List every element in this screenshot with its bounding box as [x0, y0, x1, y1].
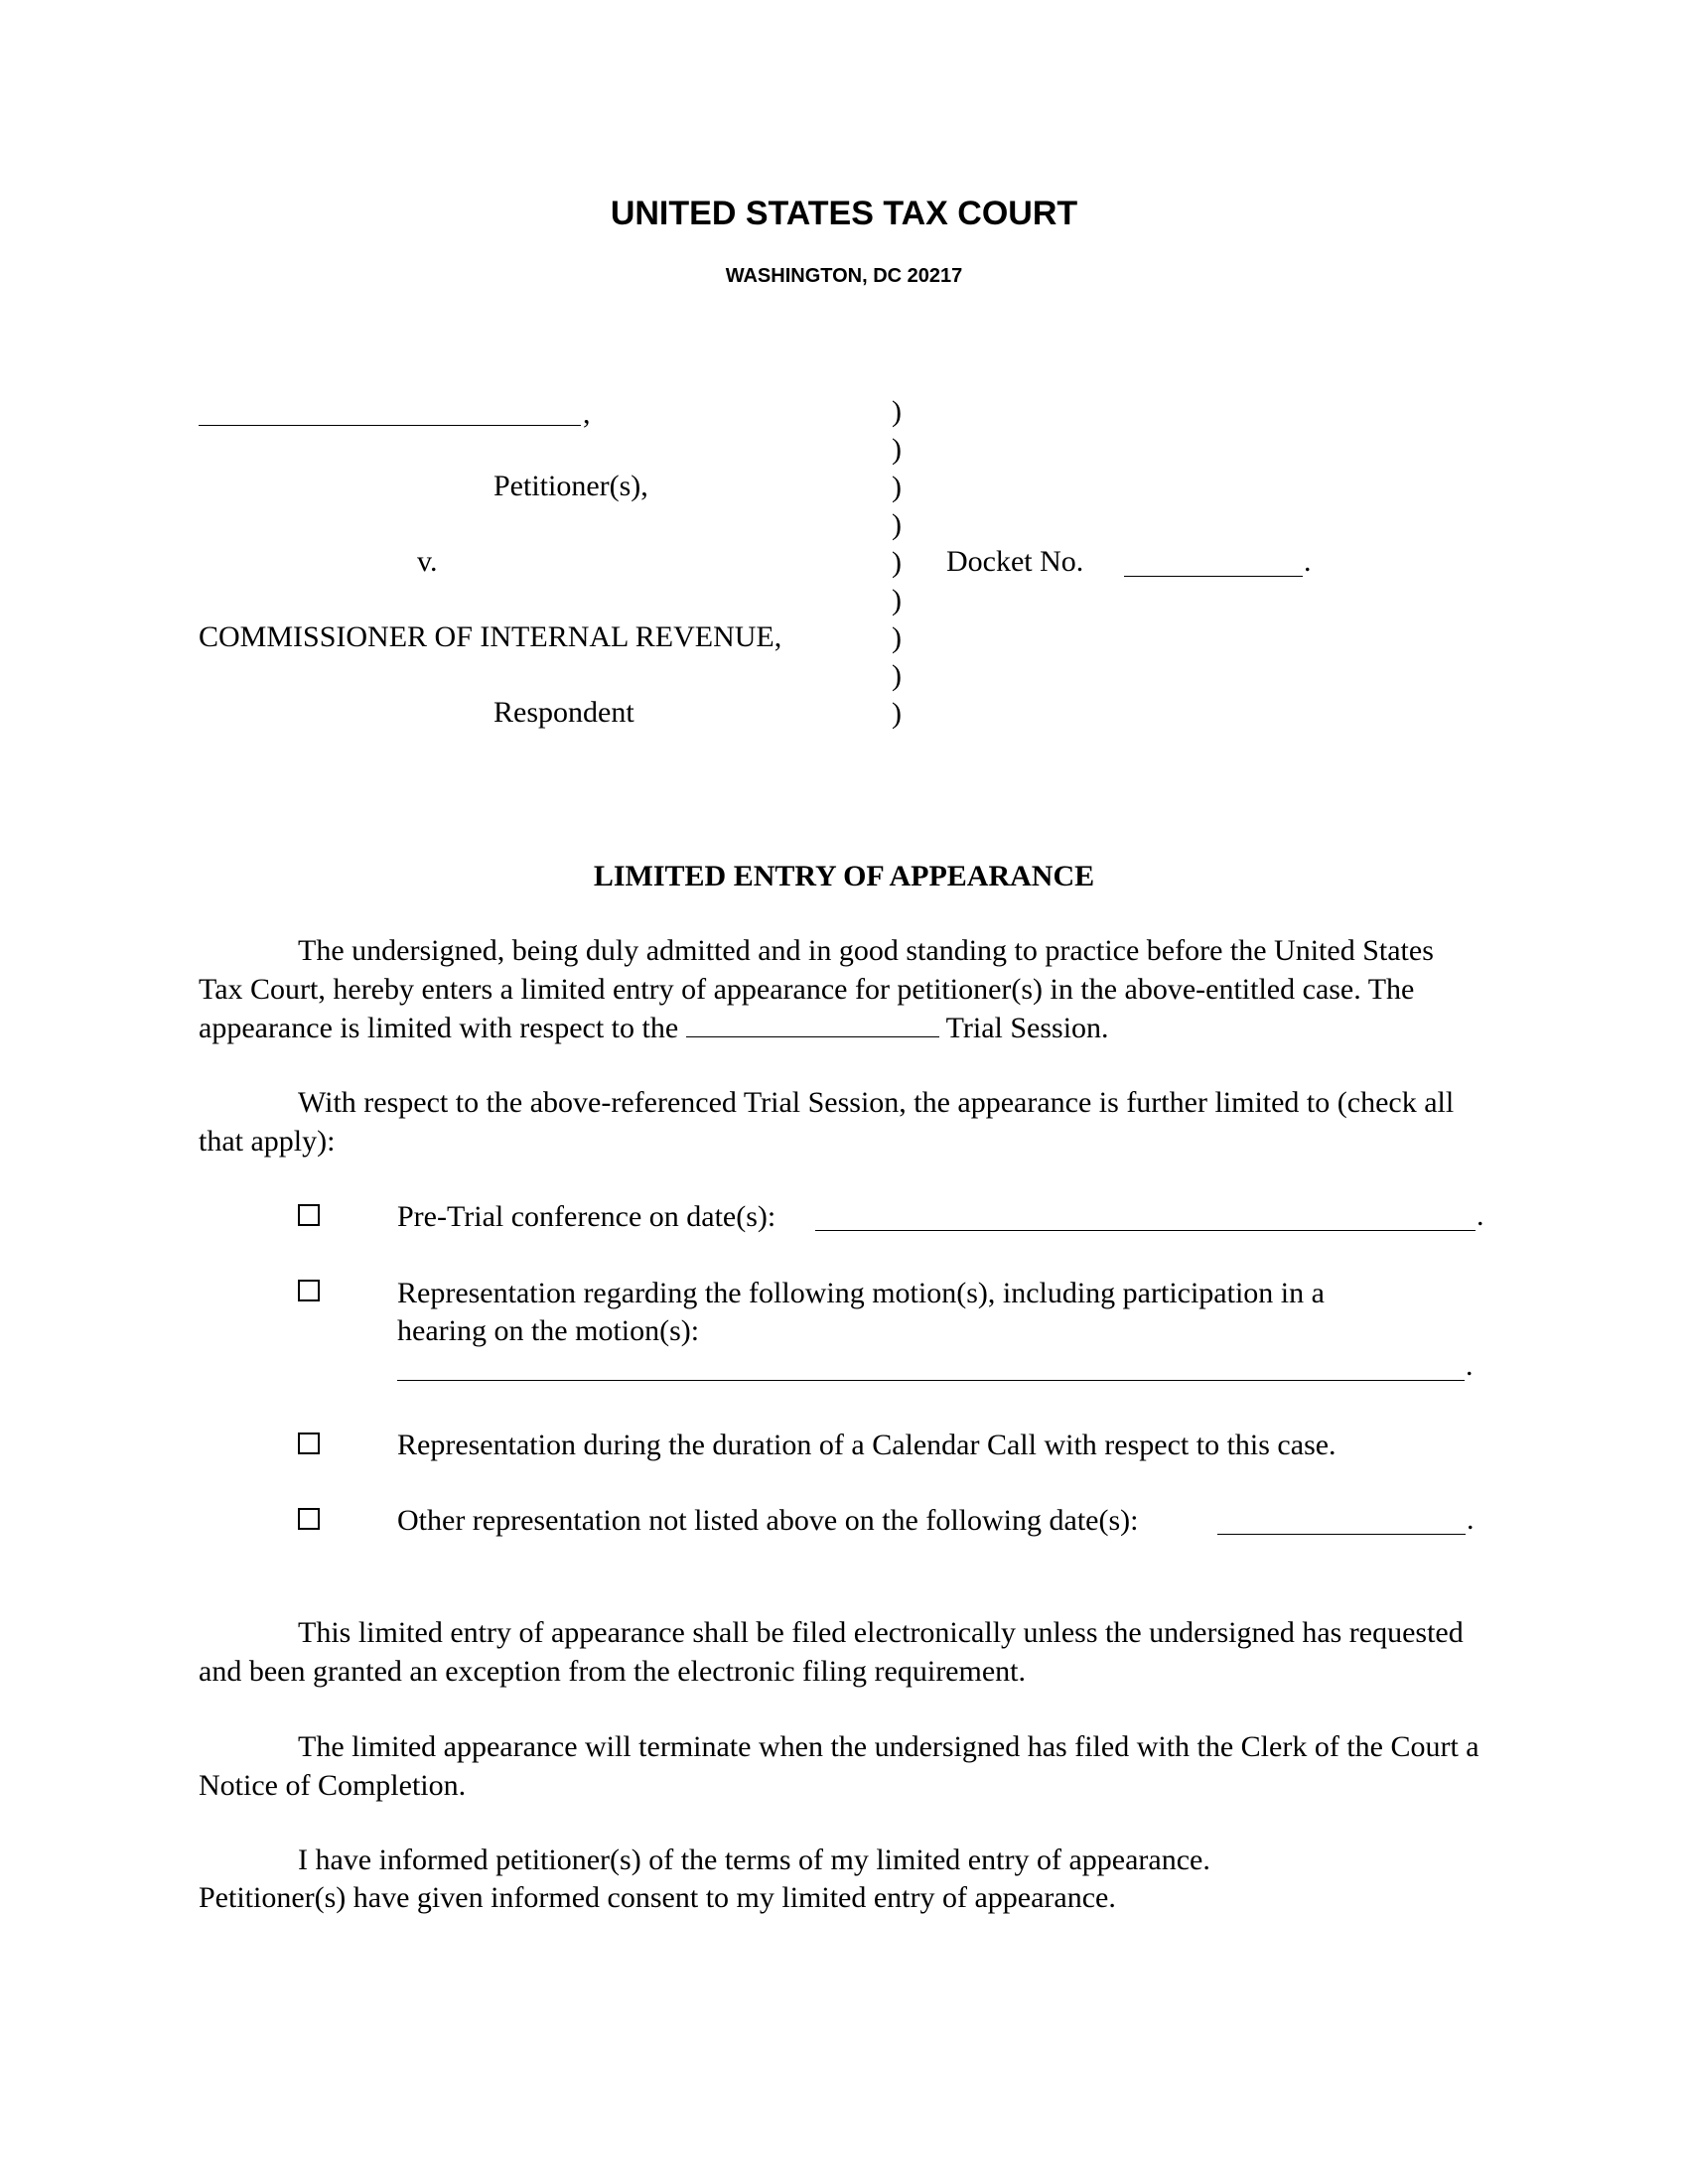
other-period: .	[1467, 1503, 1475, 1536]
pretrial-date-blank[interactable]	[815, 1230, 1476, 1231]
court-name: UNITED STATES TAX COURT	[610, 195, 1078, 232]
motions-checkbox[interactable]	[298, 1280, 320, 1301]
other-date-blank[interactable]	[1217, 1534, 1466, 1535]
caption-paren: )	[892, 584, 902, 616]
caption-paren: )	[892, 546, 902, 579]
document-title: LIMITED ENTRY OF APPEARANCE	[593, 860, 1095, 892]
caption-paren: )	[892, 471, 902, 503]
motions-blank[interactable]	[397, 1380, 1465, 1381]
motions-period: .	[1466, 1349, 1474, 1382]
caption-paren: )	[892, 659, 902, 692]
court-address: WASHINGTON, DC 20217	[725, 265, 963, 287]
motions-option-label-line2: hearing on the motion(s):	[397, 1314, 700, 1347]
caption-paren: )	[892, 395, 902, 428]
versus-label: v.	[417, 545, 438, 578]
paragraph-electronic-filing: This limited entry of appearance shall be filed electronically unless the undersigned has requested and been granted an exception from the electronic filing requirement.	[199, 1616, 1464, 1688]
petitioner-label: Petitioner(s),	[493, 470, 648, 502]
pretrial-option-label: Pre-Trial conference on date(s):	[397, 1200, 776, 1233]
caption-paren: )	[892, 508, 902, 541]
caption-paren: )	[892, 697, 902, 730]
docket-number-blank[interactable]	[1124, 576, 1303, 577]
docket-label: Docket No.	[946, 545, 1084, 578]
calendar-call-option-label: Representation during the duration of a Calendar Call with respect to this case.	[397, 1429, 1336, 1461]
petitioner-name-blank[interactable]	[199, 425, 581, 426]
petitioner-comma: ,	[583, 397, 591, 430]
paragraph-limited-appearance-text: The undersigned, being duly admitted and in good standing to practice before the United States Tax Court, hereby enters a limited entry of appearance for petitioner(s) in the above-entitled case. The appearance is limited with respect to the	[199, 934, 1434, 1044]
paragraph-termination: The limited appearance will terminate when the undersigned has filed with the Clerk of the Court a Notice of Completion.	[199, 1730, 1479, 1802]
paragraph-further-limited: With respect to the above-referenced Trial Session, the appearance is further limited to (check all that apply):	[199, 1086, 1455, 1158]
caption-paren: )	[892, 433, 902, 466]
docket-period: .	[1304, 545, 1312, 578]
paragraph-consent-line2: Petitioner(s) have given informed consent to my limited entry of appearance.	[199, 1881, 1116, 1914]
trial-session-blank[interactable]	[686, 1011, 939, 1037]
paragraph-consent-line1: I have informed petitioner(s) of the terms of my limited entry of appearance.	[298, 1843, 1210, 1876]
pretrial-period: .	[1477, 1199, 1484, 1232]
respondent-label: Respondent	[493, 696, 634, 729]
calendar-call-checkbox[interactable]	[298, 1433, 320, 1454]
trial-session-suffix: Trial Session.	[945, 1012, 1109, 1044]
respondent-name: COMMISSIONER OF INTERNAL REVENUE,	[199, 620, 782, 653]
motions-option-label-line1: Representation regarding the following motion(s), including participation in a	[397, 1277, 1325, 1309]
pretrial-checkbox[interactable]	[298, 1204, 320, 1226]
caption-paren: )	[892, 621, 902, 654]
paragraph-limited-appearance	[199, 931, 1479, 1047]
other-checkbox[interactable]	[298, 1508, 320, 1530]
other-option-label: Other representation not listed above on the following date(s):	[397, 1504, 1139, 1537]
